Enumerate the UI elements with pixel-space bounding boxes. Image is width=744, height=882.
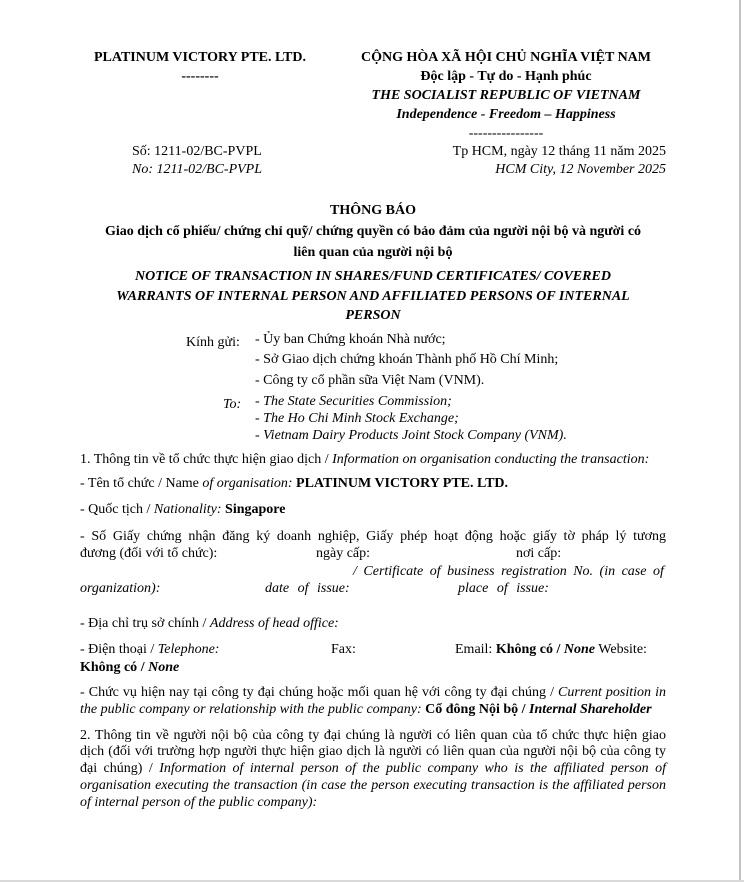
position-paragraph <box>80 684 666 719</box>
address-label: - Địa chỉ trụ sở chính / <box>80 615 210 631</box>
nationality-line <box>80 501 666 520</box>
position-separator: / <box>518 702 530 717</box>
position-value-en: Internal Shareholder <box>529 702 652 717</box>
nationality-label-en: Nationality: <box>153 502 226 517</box>
section1-heading-en: Information on organisation conducting the transaction: <box>332 452 650 467</box>
position-value-vi: Cổ đông Nội bộ <box>425 702 519 717</box>
registration-line3-en: / Certificate of business registration No. (in case of <box>353 563 664 579</box>
address-label-en: Address of head office: <box>209 615 339 631</box>
organisation-name-label: - Tên tổ chức / Name <box>80 475 203 491</box>
address-line <box>80 615 666 633</box>
document-header <box>80 48 666 178</box>
website-label: Website: <box>595 641 647 657</box>
header-right-block <box>346 48 666 178</box>
website-value-line <box>80 659 666 677</box>
reference-number-vi: Số: 1211-02/BC-PVPL <box>132 144 262 159</box>
recipient-en-item: - The Ho Chi Minh Stock Exchange; <box>255 411 459 426</box>
title-subtitle-vi <box>80 221 666 263</box>
document-content <box>80 48 666 811</box>
date-line-en: HCM City, 12 November 2025 <box>495 161 666 177</box>
motto-en: Independence - Freedom – Happiness <box>396 107 616 122</box>
reference-number-en: No: 1211-02/BC-PVPL <box>132 161 263 177</box>
organisation-name-label-en: of organisation: <box>202 475 297 491</box>
recipient-vi-item: - Công ty cổ phần sữa Việt Nam (VNM). <box>255 372 485 388</box>
title-subtitle-vi-line1: Giao dịch cổ phiếu/ chứng chỉ quỹ/ chứng quyền có bảo đảm của người nội bộ và người có <box>104 224 642 239</box>
website-separator: / <box>137 659 149 675</box>
nationality-label: - Quốc tịch / <box>80 502 154 517</box>
organisation-name-value: PLATINUM VICTORY PTE. LTD. <box>296 475 509 491</box>
section1-heading-vi: 1. Thông tin về tổ chức thực hiện giao dịch / <box>80 452 333 467</box>
company-name: PLATINUM VICTORY PTE. LTD. <box>93 50 306 65</box>
date-block <box>346 143 666 178</box>
email-value-en: None <box>563 641 596 657</box>
section2-heading-vi: 2. Thông tin về người nội bộ của công ty đại chúng là người có liên quan của tổ chức thực hiện giao dịch (đối với trường hợp người thực hiện giao dịch là người có liên quan của người nội bộ của công ty đại chúng) / <box>80 727 666 777</box>
contact-line1 <box>80 641 666 659</box>
title-subtitle-en <box>80 267 666 326</box>
position-label-vi: - Chức vụ hiện nay tại công ty đại chúng hoặc mối quan hệ với công ty đại chúng / <box>80 684 559 700</box>
telephone-label-vi: - Điện thoại / <box>80 641 158 657</box>
recipient-en-item: - The State Securities Commission; <box>255 394 452 409</box>
registration-date-of-issue-label-vi: ngày cấp: <box>316 546 371 561</box>
registration-line1: - Số Giấy chứng nhận đăng ký doanh nghiệp, Giấy phép hoạt động hoặc giấy tờ pháp lý tương <box>80 528 666 544</box>
recipients-en <box>80 393 666 444</box>
title-subtitle-vi-line2: liên quan của người nội bộ <box>293 245 453 260</box>
position-label-en: Current position in the public company or relationship with the public company: <box>80 684 666 717</box>
contact-block <box>80 641 666 677</box>
fax-label: Fax: <box>331 641 356 657</box>
date-line-vi: Tp HCM, ngày 12 tháng 11 năm 2025 <box>452 144 666 159</box>
email-separator: / <box>553 641 564 657</box>
republic-title-en: THE SOCIALIST REPUBLIC OF VIETNAM <box>371 88 641 103</box>
recipients-list-vi <box>255 330 558 392</box>
header-left-block <box>80 48 320 178</box>
motto-divider: ---------------- <box>468 126 544 141</box>
reference-number-block <box>80 143 320 178</box>
title-subtitle-en-line1: NOTICE OF TRANSACTION IN SHARES/FUND CERTIFICATES/ COVERED <box>135 269 611 284</box>
recipients-block <box>80 330 666 445</box>
telephone-label-en: Telephone: <box>157 641 220 657</box>
recipient-vi-item: - Sở Giao dịch chứng khoán Thành phố Hồ Chí Minh; <box>255 352 559 367</box>
section1-heading <box>80 451 666 470</box>
telephone-label <box>80 641 219 659</box>
email-label: Email: <box>455 641 496 657</box>
website-value-en: None <box>148 659 180 675</box>
republic-title-vi: CỘNG HÒA XÃ HỘI CHỦ NGHĨA VIỆT NAM <box>360 50 651 65</box>
recipients-label-vi: Kính gửi: <box>186 334 240 350</box>
registration-date-of-issue-label-en: date of issue: <box>265 581 350 596</box>
title-subtitle-en-line3: PERSON <box>345 308 401 323</box>
email-segment <box>455 641 647 659</box>
recipient-en-item: - Vietnam Dairy Products Joint Stock Company (VNM). <box>255 428 567 443</box>
recipients-list-en <box>255 393 567 444</box>
website-value-vi: Không có <box>80 659 138 675</box>
title-heading: THÔNG BÁO <box>330 203 416 218</box>
registration-line2-left: đương (đối với tổ chức): <box>80 546 218 561</box>
registration-line3 <box>80 563 666 581</box>
document-title-block <box>80 200 666 326</box>
nationality-value: Singapore <box>225 502 286 517</box>
recipients-label-en: To: <box>223 397 242 412</box>
title-subtitle-en-line2: WARRANTS OF INTERNAL PERSON AND AFFILIATED PERSONS OF INTERNAL <box>116 288 630 304</box>
section2-heading-en: Information of internal person of the public company who is the affiliated person of organisation executing the transaction (in case the person executing transaction is the affiliated person of internal person of the public company): <box>80 761 667 810</box>
registration-line2 <box>80 545 666 563</box>
page-right-edge-line <box>739 0 741 882</box>
registration-paragraph <box>80 528 666 598</box>
section2-heading <box>80 728 666 812</box>
company-divider: -------- <box>181 69 219 84</box>
recipient-vi-item: - Ủy ban Chứng khoán Nhà nước; <box>255 331 446 347</box>
recipients-vi <box>80 330 666 392</box>
registration-line4 <box>80 580 666 598</box>
registration-place-of-issue-label-vi: nơi cấp: <box>516 546 562 561</box>
registration-place-of-issue-label-en: place of issue: <box>458 581 549 596</box>
email-value-vi: Không có <box>495 641 554 657</box>
organisation-name-line <box>80 475 666 494</box>
motto-vi: Độc lập - Tự do - Hạnh phúc <box>420 69 592 84</box>
registration-line4-left: organization): <box>80 581 161 596</box>
